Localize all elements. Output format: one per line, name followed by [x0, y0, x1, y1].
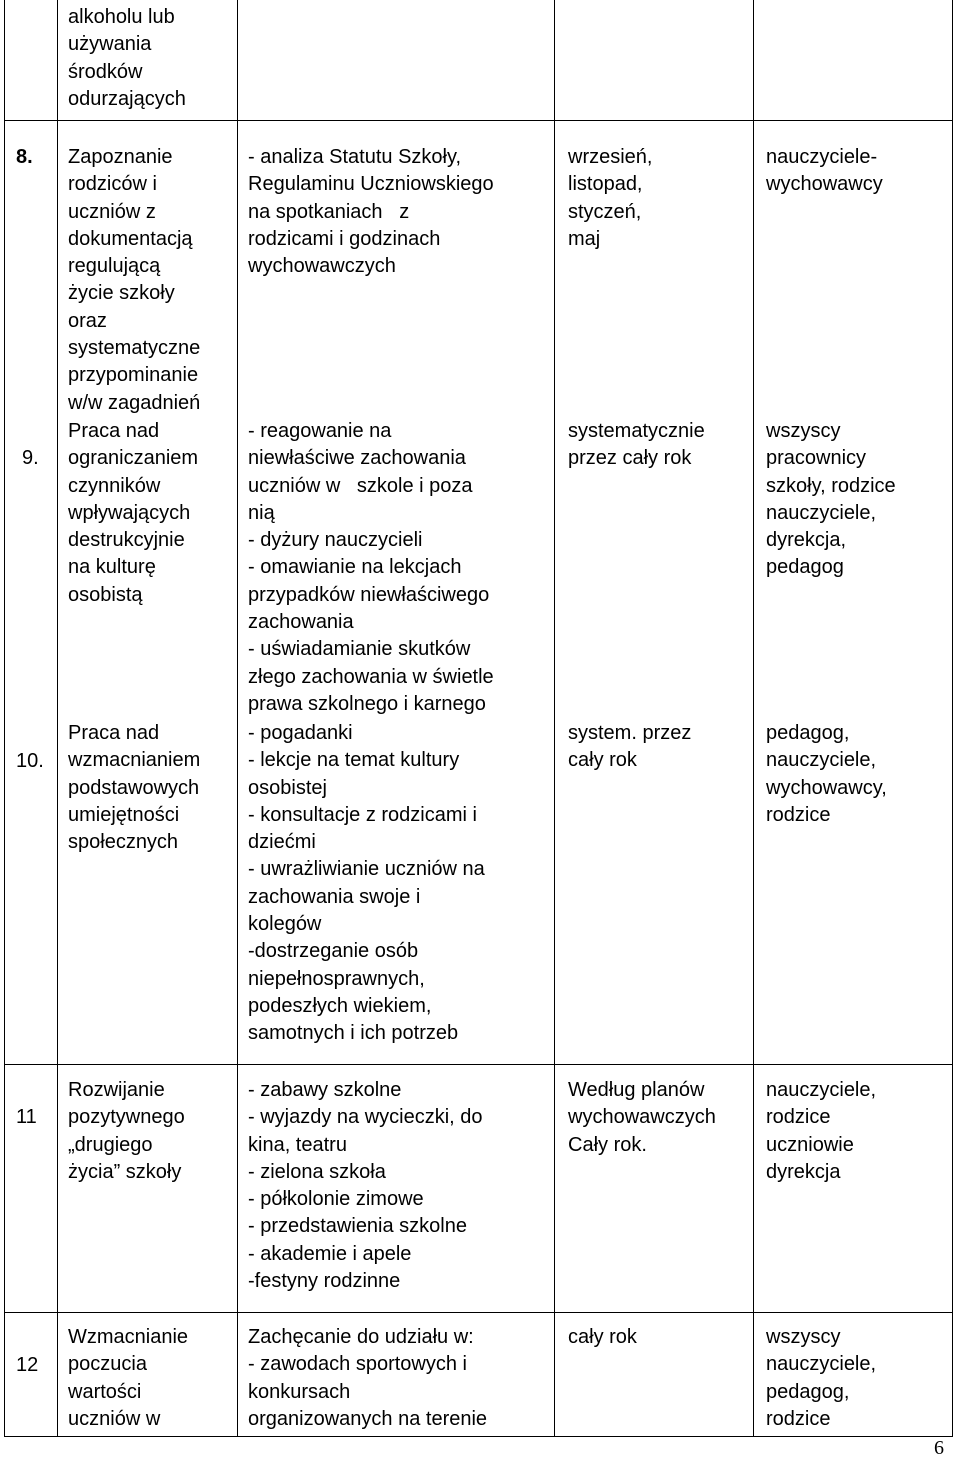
table-cell-methods: Zachęcanie do udziału w: - zawodach sportowych i konkursach organizowanych na terenie	[248, 1326, 488, 1430]
table-cell-topic: alkoholu lub używania środków odurzających	[68, 6, 186, 110]
table-cell-responsible: nauczyciele- wychowawcy	[766, 146, 883, 196]
table-cell-methods: - zabawy szkolne - wyjazdy na wycieczki, do kina, teatru - zielona szkoła - półkolonie zimowe - przedstawienia szkolne - akademie i apele -festyny rodzinne	[248, 1079, 483, 1293]
table-cell-responsible: nauczyciele, rodzice uczniowie dyrekcja	[766, 1079, 877, 1183]
row-number: 11	[16, 1106, 37, 1128]
row-number: 9.	[22, 447, 39, 469]
table-border	[57, 0, 58, 1437]
table-cell-timing: systematycznie przez cały rok	[568, 420, 705, 470]
table-cell-timing: cały rok	[568, 1326, 637, 1348]
table-border	[4, 0, 5, 1437]
page-number: 6	[934, 1437, 944, 1459]
table-cell-topic: Rozwijanie pozytywnego „drugiego życia” szkoły	[68, 1079, 185, 1183]
table-cell-topic: Zapoznanie rodziców i uczniów z dokumentacją regulującą życie szkoły oraz systematyczne przypominanie w/w zagadnień	[68, 146, 201, 414]
table-cell-methods: - pogadanki - lekcje na temat kultury osobistej - konsultacje z rodzicami i dziećmi - uwrażliwianie uczniów na zachowania swoje i kolegów -dostrzeganie osób niepełnosprawnych, podeszłych wiekiem, samotnych i ich potrzeb	[248, 722, 485, 1045]
row-number: 12	[16, 1354, 39, 1376]
table-border	[952, 0, 953, 1437]
table-border	[4, 1312, 953, 1313]
table-cell-timing: wrzesień, listopad, styczeń, maj	[568, 146, 653, 250]
table-cell-methods: - analiza Statutu Szkoły, Regulaminu Uczniowskiego na spotkaniach z rodzicami i godzinach wychowawczych	[248, 146, 494, 278]
table-cell-topic: Praca nad wzmacnianiem podstawowych umiejętności społecznych	[68, 722, 201, 854]
table-cell-responsible: wszyscy nauczyciele, pedagog, rodzice	[766, 1326, 877, 1430]
row-number: 8.	[16, 146, 33, 168]
table-border	[237, 0, 238, 1437]
table-border	[753, 0, 754, 1437]
row-number: 10.	[16, 750, 44, 772]
table-cell-topic: Praca nad ograniczaniem czynników wpływających destrukcyjnie na kulturę osobistą	[68, 420, 199, 606]
table-cell-topic: Wzmacnianie poczucia wartości uczniów w	[68, 1326, 189, 1430]
table-border	[4, 120, 953, 121]
table-cell-timing: system. przez cały rok	[568, 722, 692, 772]
table-border	[4, 1064, 953, 1065]
table-cell-responsible: wszyscy pracownicy szkoły, rodzice nauczyciele, dyrekcja, pedagog	[766, 420, 896, 579]
table-cell-timing: Według planów wychowawczych Cały rok.	[568, 1079, 716, 1156]
table-border	[554, 0, 555, 1437]
table-border	[4, 1436, 953, 1437]
table-cell-responsible: pedagog, nauczyciele, wychowawcy, rodzice	[766, 722, 887, 826]
table-cell-methods: - reagowanie na niewłaściwe zachowania uczniów w szkole i poza nią - dyżury nauczycieli - omawianie na lekcjach przypadków niewłaściwego zachowania - uświadamianie skutków złego zachowania w świetle prawa szkolnego i karnego	[248, 420, 494, 715]
